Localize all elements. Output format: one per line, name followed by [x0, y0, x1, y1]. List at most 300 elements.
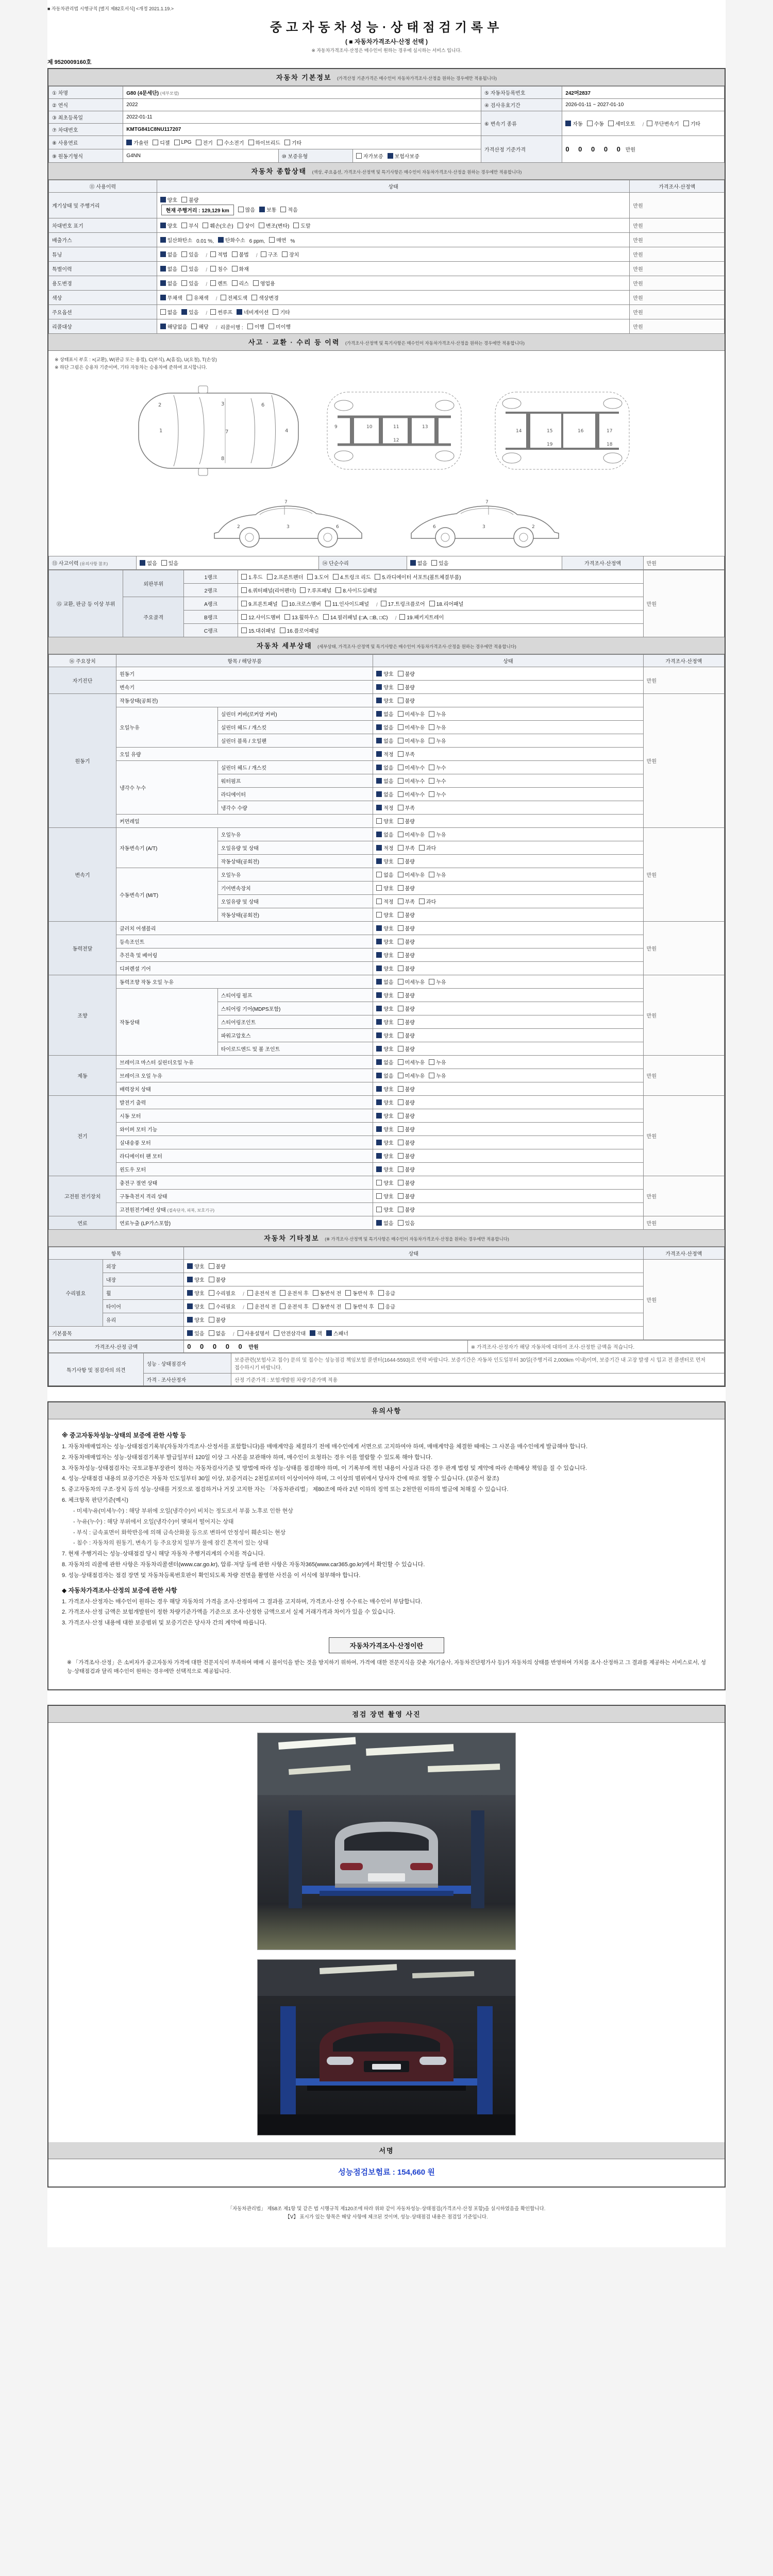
checkbox-icon	[376, 698, 382, 703]
checkbox-icon	[218, 237, 224, 243]
checkbox-option[interactable]: 부족	[398, 897, 415, 905]
table-row	[49, 935, 725, 948]
checkbox-option[interactable]: 불량	[398, 924, 415, 932]
checkbox-option[interactable]: 미세누유	[398, 737, 425, 744]
checkbox-option[interactable]: 불량	[398, 1165, 415, 1173]
checkbox-option[interactable]: 응급	[378, 1302, 395, 1310]
checkbox-option[interactable]: 불량	[209, 1316, 226, 1324]
checkbox-option[interactable]: 없음	[376, 777, 393, 785]
subitem-label: 타이로드엔드 및 볼 조인트	[217, 1042, 373, 1056]
checkbox-option[interactable]: 없음	[376, 723, 393, 731]
first-reg-value: 2022-01-11	[123, 111, 481, 124]
checkbox-option[interactable]: 해당	[191, 323, 208, 330]
year-value: 2022	[123, 99, 481, 111]
checkbox-option[interactable]: 불량	[398, 1139, 415, 1146]
checkbox-option[interactable]: 운전석 후	[280, 1289, 308, 1297]
checkbox-icon	[196, 140, 201, 145]
svg-text:2: 2	[237, 524, 240, 530]
checkbox-icon	[376, 965, 382, 971]
checkbox-option[interactable]: 부족	[398, 844, 415, 852]
checkbox-option[interactable]: 있음	[181, 265, 198, 273]
checkbox-option[interactable]: 없음	[209, 1329, 226, 1337]
checkbox-icon	[238, 207, 244, 212]
checkbox-option[interactable]: 기타	[284, 139, 301, 146]
checkbox-option[interactable]: 안전삼각대	[274, 1329, 306, 1337]
checkbox-option[interactable]: 13.휠하우스	[284, 613, 319, 621]
misc-table	[48, 1247, 725, 1340]
checkbox-option[interactable]: 없음	[410, 559, 427, 567]
checkbox-icon	[376, 1059, 382, 1065]
panel-label: ⑮ 교환, 판금 등 이상 부위	[49, 570, 123, 637]
checkbox-option[interactable]: 적음	[280, 206, 297, 213]
checkbox-option[interactable]: 도말	[293, 222, 310, 229]
svg-text:6: 6	[336, 524, 339, 530]
checkbox-option[interactable]: 미세누유	[398, 723, 425, 731]
checkbox-option[interactable]: 양호	[376, 1031, 393, 1039]
checkbox-option[interactable]: 유채색	[187, 294, 209, 301]
subitem-label: 실린더 블록 / 오일팬	[217, 734, 373, 748]
checkbox-option[interactable]: 양호	[376, 911, 393, 919]
table-row	[49, 1341, 725, 1353]
checkbox-option[interactable]: 부식	[181, 222, 198, 229]
checkbox-option[interactable]: 양호	[376, 1125, 393, 1133]
checkbox-option[interactable]: 불량	[398, 938, 415, 945]
row-state	[238, 611, 644, 624]
checkbox-option[interactable]: 미세누유	[398, 871, 425, 878]
subitem-label: 실린더 헤드 / 개스킷	[217, 761, 373, 774]
checkbox-option[interactable]: 전기	[196, 139, 213, 146]
checkbox-option[interactable]: 누유	[429, 831, 446, 838]
checkbox-option[interactable]: 없음	[376, 710, 393, 718]
checkbox-option[interactable]: 없음	[376, 764, 393, 771]
checkbox-icon	[398, 1113, 404, 1118]
checkbox-option[interactable]: 누유	[429, 871, 446, 878]
item-label: 디퍼렌셜 기어	[116, 962, 373, 975]
checkbox-option[interactable]: 없음	[160, 265, 177, 273]
checkbox-option[interactable]: 동반석 후	[345, 1289, 374, 1297]
checkbox-icon	[376, 1006, 382, 1011]
row-label: 차대번호 표기	[49, 218, 157, 233]
checkbox-option[interactable]: 있음	[181, 250, 198, 258]
checkbox-icon	[376, 1180, 382, 1185]
checkbox-option[interactable]: 기타	[273, 308, 290, 316]
table-row	[49, 1313, 725, 1327]
checkbox-option[interactable]: 훼손(오손)	[203, 222, 233, 229]
checkbox-option[interactable]: 3.도어	[307, 573, 329, 581]
row-state	[373, 815, 643, 828]
checkbox-option[interactable]: 누유	[429, 737, 446, 744]
rank-label: A랭크	[184, 597, 238, 611]
checkbox-option[interactable]: 누유	[429, 723, 446, 731]
checkbox-icon	[398, 979, 404, 985]
checkbox-option[interactable]: 8.사이드실패널	[335, 586, 377, 594]
legend-line-1: ※ 상태표시 부호 : ×(교환), W(판금 또는 용접), C(부식), A(흠집), U(요철), T(손상)	[55, 357, 217, 362]
checkbox-option[interactable]: 썬루프	[210, 308, 232, 316]
checkbox-option[interactable]: 과다	[419, 844, 436, 852]
item-label: 추진축 및 베어링	[116, 948, 373, 962]
checkbox-option[interactable]: 양호	[376, 1165, 393, 1173]
checkbox-icon	[429, 711, 434, 717]
checkbox-option[interactable]: 미세누유	[398, 1058, 425, 1066]
checkbox-option[interactable]: 누유	[429, 1058, 446, 1066]
checkbox-option[interactable]: 디젤	[153, 139, 170, 146]
checkbox-option[interactable]: 운전석 후	[280, 1302, 308, 1310]
checkbox-option[interactable]: 양호	[376, 683, 393, 691]
checkbox-option[interactable]: 불량	[398, 1005, 415, 1012]
checkbox-option[interactable]: 미세누유	[398, 1072, 425, 1079]
checkbox-option[interactable]: 적정	[376, 897, 393, 905]
checkbox-option[interactable]: 불량	[398, 1018, 415, 1026]
checkbox-option[interactable]: 5.라디에이터 서포트(볼트체결부품)	[375, 573, 461, 581]
checkbox-option[interactable]: 적법	[210, 250, 227, 258]
checkbox-option[interactable]: 불량	[181, 196, 198, 204]
checkbox-option[interactable]: 운전석 전	[247, 1289, 276, 1297]
checkbox-option[interactable]: 불량	[398, 1206, 415, 1213]
document	[47, 0, 726, 2247]
checkbox-option[interactable]: 양호	[376, 1005, 393, 1012]
checkbox-option[interactable]: 불량	[398, 670, 415, 677]
checkbox-option[interactable]: 과다	[419, 897, 436, 905]
checkbox-icon	[326, 1330, 332, 1336]
checkbox-icon	[160, 237, 166, 243]
checkbox-option[interactable]: 11.인사이드패널	[325, 600, 369, 607]
checkbox-option[interactable]: 양호	[376, 1192, 393, 1200]
checkbox-icon	[376, 858, 382, 864]
checkbox-option[interactable]: 9.프론트패널	[241, 600, 278, 607]
checkbox-option[interactable]: 적정	[376, 804, 393, 811]
checkbox-icon	[376, 1166, 382, 1172]
checkbox-icon	[398, 1032, 404, 1038]
row-state	[373, 681, 643, 694]
checkbox-option[interactable]: 양호	[187, 1302, 204, 1310]
checkbox-option[interactable]: 양호	[376, 991, 393, 999]
checkbox-option[interactable]: 없음	[376, 1219, 393, 1227]
accident-history-value	[137, 556, 319, 570]
col-price: 가격조사·산정액	[643, 655, 724, 667]
checkbox-option[interactable]: 있음	[187, 1329, 204, 1337]
row-state	[238, 624, 644, 637]
checkbox-icon	[238, 1330, 243, 1336]
price-cell: 만원	[630, 247, 725, 262]
price-cell: 만원	[630, 305, 725, 319]
table-row	[49, 136, 725, 149]
section-header-accident: 사고 · 교환 · 수리 등 이력 (가격조사·산정액 및 특기사항은 매수인이 자동차가격조사·산정을 원하는 경우에만 적용합니다)	[48, 334, 725, 351]
row-label: 색상	[49, 291, 157, 305]
checkbox-option[interactable]: 누수	[429, 777, 446, 785]
checkbox-option[interactable]: 7.루프패널	[300, 586, 331, 594]
checkbox-option[interactable]: 6.쿼터패널(리어펜더)	[241, 586, 296, 594]
checkbox-option[interactable]: 적정	[376, 750, 393, 758]
checkbox-option[interactable]: 구조	[261, 250, 278, 258]
checkbox-option[interactable]: 양호	[376, 938, 393, 945]
checkbox-option[interactable]: 없음	[376, 737, 393, 744]
checkbox-icon	[376, 818, 382, 824]
checkbox-option[interactable]: 양호	[187, 1262, 204, 1270]
checkbox-option[interactable]: 양호	[160, 196, 177, 204]
checkbox-option[interactable]: 운전석 전	[247, 1302, 276, 1310]
checkbox-option[interactable]: 상이	[238, 222, 255, 229]
checkbox-option[interactable]: 누수	[429, 790, 446, 798]
svg-text:6: 6	[433, 524, 436, 530]
price-survey-select[interactable]: ( ■ 자동차가격조사·산정 선택 )	[345, 38, 428, 45]
checkbox-option[interactable]: 없음	[376, 978, 393, 986]
checkbox-icon	[398, 711, 404, 717]
notice-item: - 미세누유(미세누수) : 해당 부위에 오일(냉각수)이 비치는 정도로서 부품 노후로 인한 현상	[73, 1507, 293, 1514]
table-row	[49, 1109, 725, 1123]
checkbox-option[interactable]: 가솔린	[126, 139, 148, 146]
row-state	[184, 1300, 643, 1313]
checkbox-option[interactable]: 매연	[269, 236, 286, 244]
checkbox-option[interactable]: 자가보증	[356, 152, 383, 160]
row-label: 배출가스	[49, 233, 157, 247]
checkbox-option[interactable]: 불량	[398, 1179, 415, 1187]
checkbox-option[interactable]: 양호	[376, 1112, 393, 1120]
checkbox-option[interactable]: 영업용	[253, 279, 275, 287]
reg-no-value: 242머2837	[562, 87, 725, 99]
checkbox-option[interactable]: 불량	[398, 857, 415, 865]
checkbox-option[interactable]: 미세누유	[398, 831, 425, 838]
checkbox-option[interactable]: 양호	[376, 924, 393, 932]
checkbox-option[interactable]: 부족	[398, 750, 415, 758]
checkbox-option[interactable]: 17.트렁크플로어	[381, 600, 425, 607]
checkbox-icon	[210, 309, 216, 315]
checkbox-option[interactable]: 보험사보증	[388, 152, 419, 160]
table-row	[49, 1203, 725, 1216]
checkbox-option[interactable]: 없음	[160, 279, 177, 287]
checkbox-option[interactable]: 적정	[376, 844, 393, 852]
checkbox-option[interactable]: 세미오토	[608, 120, 635, 127]
checkbox-option[interactable]: 양호	[376, 1018, 393, 1026]
checkbox-option[interactable]: 불량	[398, 817, 415, 825]
checkbox-option[interactable]: 수소전기	[217, 139, 244, 146]
checkbox-option[interactable]: 양호	[160, 222, 177, 229]
checkbox-option[interactable]: 있음	[181, 308, 198, 316]
checkbox-option[interactable]: 양호	[376, 1098, 393, 1106]
checkbox-option[interactable]: 수리필요	[209, 1289, 236, 1297]
checkbox-option[interactable]: 양호	[376, 697, 393, 704]
checkbox-icon	[241, 614, 247, 620]
checkbox-option[interactable]: 양호	[376, 817, 393, 825]
checkbox-option[interactable]: 동반석 전	[313, 1289, 341, 1297]
checkbox-icon	[431, 560, 437, 566]
notice-item: 3. 자동차성능·상태점검자는 국토교통부장관이 정하는 자동차검사기준 및 방법에 따라 성능·상태를 점검해야 하며, 이 기록부에 적힌 내용이 사실과 다른 경우 관계 법령 및 계약에 따라 손해배상 책임을 질 수 있습니다.	[62, 1465, 587, 1471]
checkbox-option[interactable]: 동반석 전	[313, 1302, 341, 1310]
checkbox-option[interactable]: 무채색	[160, 294, 182, 301]
checkbox-option[interactable]: 15.대쉬패널	[241, 626, 276, 634]
value-box: 현재 주행거리 : 129,129 km	[161, 205, 234, 215]
checkbox-option[interactable]: 양호	[376, 1139, 393, 1146]
group-label: 동력전달	[49, 922, 116, 975]
checkbox-option[interactable]: 네비게이션	[237, 308, 268, 316]
checkbox-option[interactable]: 불법	[232, 250, 249, 258]
checkbox-option[interactable]: 장치	[282, 250, 299, 258]
checkbox-option[interactable]: 불량	[209, 1276, 226, 1283]
checkbox-option[interactable]: 없음	[376, 871, 393, 878]
table-row	[49, 233, 725, 247]
checkbox-option[interactable]: 불량	[398, 951, 415, 959]
checkbox-option[interactable]: 일산화탄소	[160, 236, 192, 244]
checkbox-icon	[161, 560, 167, 566]
checkbox-option[interactable]: 자동	[565, 120, 582, 127]
checkbox-option[interactable]: 불량	[398, 1045, 415, 1053]
checkbox-option[interactable]: 많음	[238, 206, 255, 213]
remarks-label: 특기사항 및 점검자의 의견	[49, 1353, 144, 1386]
checkbox-option[interactable]: 양호	[376, 1179, 393, 1187]
checkbox-option[interactable]: 미이행	[268, 323, 291, 330]
checkbox-option[interactable]: 침수	[210, 265, 227, 273]
checkbox-option[interactable]: 불량	[398, 1192, 415, 1200]
checkbox-option[interactable]: 불량	[398, 884, 415, 892]
checkbox-option[interactable]: 불량	[398, 1112, 415, 1120]
checkbox-option[interactable]: 없음	[376, 831, 393, 838]
checkbox-option[interactable]: 없음	[376, 790, 393, 798]
checkbox-option[interactable]: 불량	[398, 964, 415, 972]
checkbox-option[interactable]: 미세누수	[398, 777, 425, 785]
checkbox-option[interactable]: 불량	[209, 1262, 226, 1270]
item-label: 실내송풍 모터	[116, 1136, 373, 1149]
checkbox-option[interactable]: 있음	[181, 279, 198, 287]
checkbox-option[interactable]: 누유	[429, 978, 446, 986]
checkbox-option[interactable]: 미세누유	[398, 978, 425, 986]
table-row	[49, 962, 725, 975]
checkbox-option[interactable]: 수동	[587, 120, 604, 127]
checkbox-icon	[429, 778, 434, 784]
checkbox-option[interactable]: 19.패키지트레이	[399, 613, 444, 621]
checkbox-option[interactable]: 있음	[161, 559, 178, 567]
checkbox-option[interactable]: 미세누수	[398, 790, 425, 798]
table-row	[49, 748, 725, 761]
svg-text:11: 11	[393, 425, 399, 430]
table-row	[49, 948, 725, 962]
checkbox-option[interactable]: 해당없음	[160, 323, 188, 330]
table-row	[49, 922, 725, 935]
checkbox-option[interactable]: 4.트렁크 리드	[333, 573, 371, 581]
checkbox-option[interactable]: 탄화수소	[218, 236, 245, 244]
row-label: 주요옵션	[49, 305, 157, 319]
checkbox-option[interactable]: 양호	[376, 1085, 393, 1093]
checkbox-option[interactable]: 16.플로어패널	[280, 626, 319, 634]
checkbox-icon	[333, 574, 339, 580]
checkbox-icon	[683, 121, 689, 126]
checkbox-option[interactable]: 양호	[376, 951, 393, 959]
checkbox-option[interactable]: 응급	[378, 1289, 395, 1297]
item-label: 타이어	[103, 1300, 183, 1313]
checkbox-option[interactable]: 화재	[232, 265, 249, 273]
checkbox-option[interactable]: 없음	[140, 559, 157, 567]
checkbox-option[interactable]: 양호	[376, 670, 393, 677]
checkbox-option[interactable]: 불량	[398, 1031, 415, 1039]
checkbox-option[interactable]: 불량	[398, 1125, 415, 1133]
checkbox-option[interactable]: 불량	[398, 683, 415, 691]
car-diagram-side-left	[206, 488, 371, 550]
checkbox-option[interactable]: 불량	[398, 697, 415, 704]
checkbox-icon	[398, 899, 404, 904]
checkbox-option[interactable]: 미세누수	[398, 764, 425, 771]
inline-text: 6 ppm,	[249, 239, 265, 244]
checkbox-option[interactable]: 동반석 후	[345, 1302, 374, 1310]
checkbox-option[interactable]: 양호	[187, 1316, 204, 1324]
checkbox-icon	[398, 1180, 404, 1185]
checkbox-option[interactable]: 색상변경	[251, 294, 279, 301]
checkbox-icon	[280, 1303, 285, 1309]
checkbox-option[interactable]: 있음	[431, 559, 448, 567]
checkbox-option[interactable]: 1.후드	[241, 573, 263, 581]
checkbox-option[interactable]: 불량	[398, 1085, 415, 1093]
checkbox-option[interactable]: 하이브리드	[248, 139, 280, 146]
checkbox-option[interactable]: 누유	[429, 1072, 446, 1079]
checkbox-option[interactable]: 12.사이드멤버	[241, 613, 280, 621]
item-label: 동력조향 작동 오일 누유	[116, 975, 373, 989]
table-row	[49, 1123, 725, 1136]
table-row	[49, 1260, 725, 1273]
checkbox-option[interactable]: 있음	[398, 1219, 415, 1227]
checkbox-option[interactable]: 없음	[376, 1072, 393, 1079]
checkbox-option[interactable]: 기타	[683, 120, 700, 127]
item-label: 연료누출 (LP가스포함)	[116, 1216, 373, 1230]
checkbox-option[interactable]: 양호	[187, 1276, 204, 1283]
checkbox-option[interactable]: 미세누유	[398, 710, 425, 718]
checkbox-option[interactable]: 양호	[376, 884, 393, 892]
checkbox-icon	[140, 560, 145, 566]
checkbox-option[interactable]: 보통	[259, 206, 276, 213]
checkbox-option[interactable]: 18.리어패널	[429, 600, 464, 607]
checkbox-option[interactable]: 불량	[398, 991, 415, 999]
table-row	[49, 1273, 725, 1286]
section-header-basic: 자동차 기본정보 (가격산정 기준가격은 매수인이 자동차가격조사·산정을 원하는 경우에만 적용됩니다)	[48, 69, 725, 86]
warranty-type-value	[352, 149, 481, 163]
checkbox-option[interactable]: 불량	[398, 911, 415, 919]
checkbox-option[interactable]: 2.프론트펜더	[267, 573, 304, 581]
svg-text:3: 3	[287, 524, 290, 530]
checkbox-option[interactable]: 누수	[429, 764, 446, 771]
section-header-detail: 자동차 세부상태 (세부상태, 가격조사·산정액 및 특기사항은 매수인이 자동차가격조사·산정을 원하는 경우에만 적용합니다)	[48, 637, 725, 654]
checkbox-option[interactable]: 리스	[232, 279, 249, 287]
checkbox-option[interactable]: 양호	[376, 1152, 393, 1160]
row-state	[157, 305, 630, 319]
checkbox-icon	[247, 324, 253, 329]
checkbox-icon	[181, 266, 187, 272]
checkbox-option[interactable]: 양호	[376, 857, 393, 865]
checkbox-option[interactable]: 잭	[310, 1329, 322, 1337]
inspector-label: 성능 · 상태점검자	[143, 1353, 231, 1374]
checkbox-option[interactable]: 불량	[398, 1152, 415, 1160]
checkbox-option[interactable]: 변조(변타)	[259, 222, 289, 229]
separator: /	[376, 602, 378, 608]
checkbox-option[interactable]: 없음	[376, 1058, 393, 1066]
checkbox-option[interactable]: 양호	[376, 964, 393, 972]
row-label: 특별이력	[49, 262, 157, 276]
checkbox-option[interactable]: 양호	[376, 1206, 393, 1213]
checkbox-option[interactable]: 렌트	[210, 279, 227, 287]
checkbox-option[interactable]: 양호	[376, 1045, 393, 1053]
checkbox-option[interactable]: 불량	[398, 1098, 415, 1106]
row-state	[157, 262, 630, 276]
checkbox-option[interactable]: 무단변속기	[647, 120, 679, 127]
checkbox-option[interactable]: 수리필요	[209, 1302, 236, 1310]
checkbox-option[interactable]: 없음	[160, 250, 177, 258]
checkbox-option[interactable]: 양호	[187, 1289, 204, 1297]
checkbox-option[interactable]: 14.필러패널 (□A, □B, □C)	[323, 613, 388, 621]
checkbox-option[interactable]: 10.크로스멤버	[282, 600, 321, 607]
checkbox-option[interactable]: 없음	[160, 308, 177, 316]
checkbox-option[interactable]: 사용설명서	[238, 1329, 270, 1337]
checkbox-option[interactable]: 전체도색	[221, 294, 248, 301]
checkbox-option[interactable]: 누유	[429, 710, 446, 718]
checkbox-option[interactable]: 이행	[247, 323, 264, 330]
checkbox-option[interactable]: 스패너	[326, 1329, 348, 1337]
checkbox-option[interactable]: LPG	[174, 140, 192, 145]
checkbox-option[interactable]: 부족	[398, 804, 415, 811]
